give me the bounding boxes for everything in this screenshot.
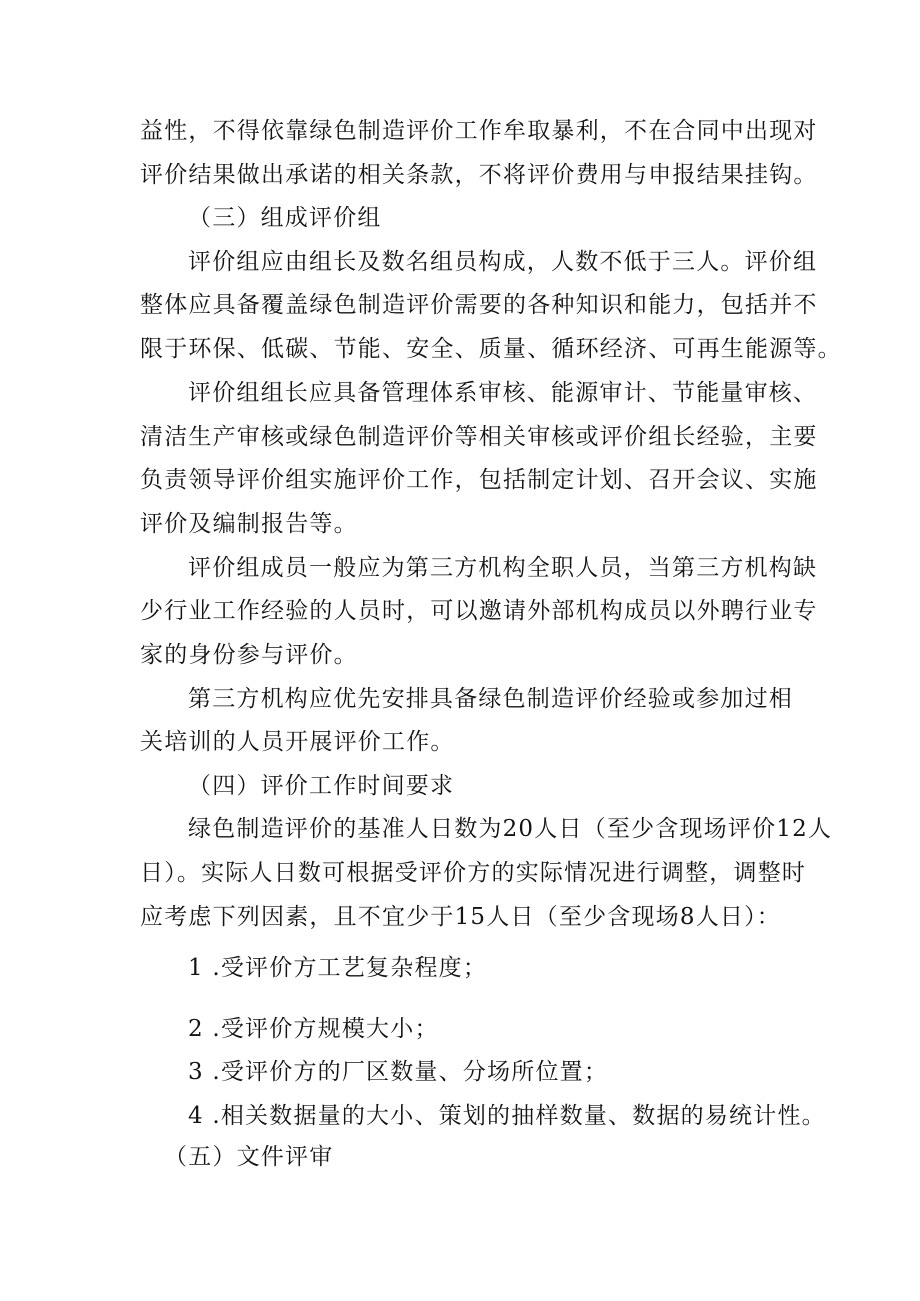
body-line-7: 评价组组长应具备管理体系审核、能源审计、节能量审核、 xyxy=(188,380,818,406)
body-line-13: 家的身份参与评价。 xyxy=(140,642,358,668)
body-line-1: 益性，不得依靠绿色制造评价工作牟取暴利，不在合同中出现对 xyxy=(140,118,818,144)
list-item-2: 2 .受评价方规模大小； xyxy=(188,1016,439,1042)
body-line-9: 负责领导评价组实施评价工作，包括制定计划、召开会议、实施 xyxy=(140,467,818,493)
body-line-15: 关培训的人员开展评价工作。 xyxy=(140,729,455,755)
body-line-18: 日）。实际人日数可根据受评价方的实际情况进行调整，调整时 xyxy=(140,860,807,886)
section-heading-5: （五）文件评审 xyxy=(164,1144,334,1170)
body-line-6: 限于环保、低碳、节能、安全、质量、循环经济、可再生能源等。 xyxy=(140,336,842,362)
body-line-5: 整体应具备覆盖绿色制造评价需要的各种知识和能力，包括并不 xyxy=(140,292,818,318)
list-item-4: 4 .相关数据量的大小、策划的抽样数量、数据的易统计性。 xyxy=(188,1103,826,1129)
body-line-8: 清洁生产审核或绿色制造评价等相关审核或评价组长经验，主要 xyxy=(140,424,818,450)
list-item-1: 1 .受评价方工艺复杂程度； xyxy=(188,955,488,981)
body-line-12: 少行业工作经验的人员时，可以邀请外部机构成员以外聘行业专 xyxy=(140,598,818,624)
body-line-10: 评价及编制报告等。 xyxy=(140,511,358,537)
body-line-4: 评价组应由组长及数名组员构成，人数不低于三人。评价组 xyxy=(188,249,818,275)
section-heading-4: （四）评价工作时间要求 xyxy=(188,773,455,799)
body-line-11: 评价组成员一般应为第三方机构全职人员，当第三方机构缺 xyxy=(188,555,818,581)
body-line-19: 应考虑下列因素，且不宜少于15人日（至少含现场8人日）： xyxy=(140,904,781,930)
body-line-14: 第三方机构应优先安排具备绿色制造评价经验或参加过相 xyxy=(188,686,793,712)
body-line-2: 评价结果做出承诺的相关条款，不将评价费用与申报结果挂钩。 xyxy=(140,162,818,188)
section-heading-3: （三）组成评价组 xyxy=(188,205,382,231)
list-item-3: 3 .受评价方的厂区数量、分场所位置； xyxy=(188,1059,609,1085)
body-line-17: 绿色制造评价的基准人日数为20人日（至少含现场评价12人 xyxy=(188,816,833,842)
